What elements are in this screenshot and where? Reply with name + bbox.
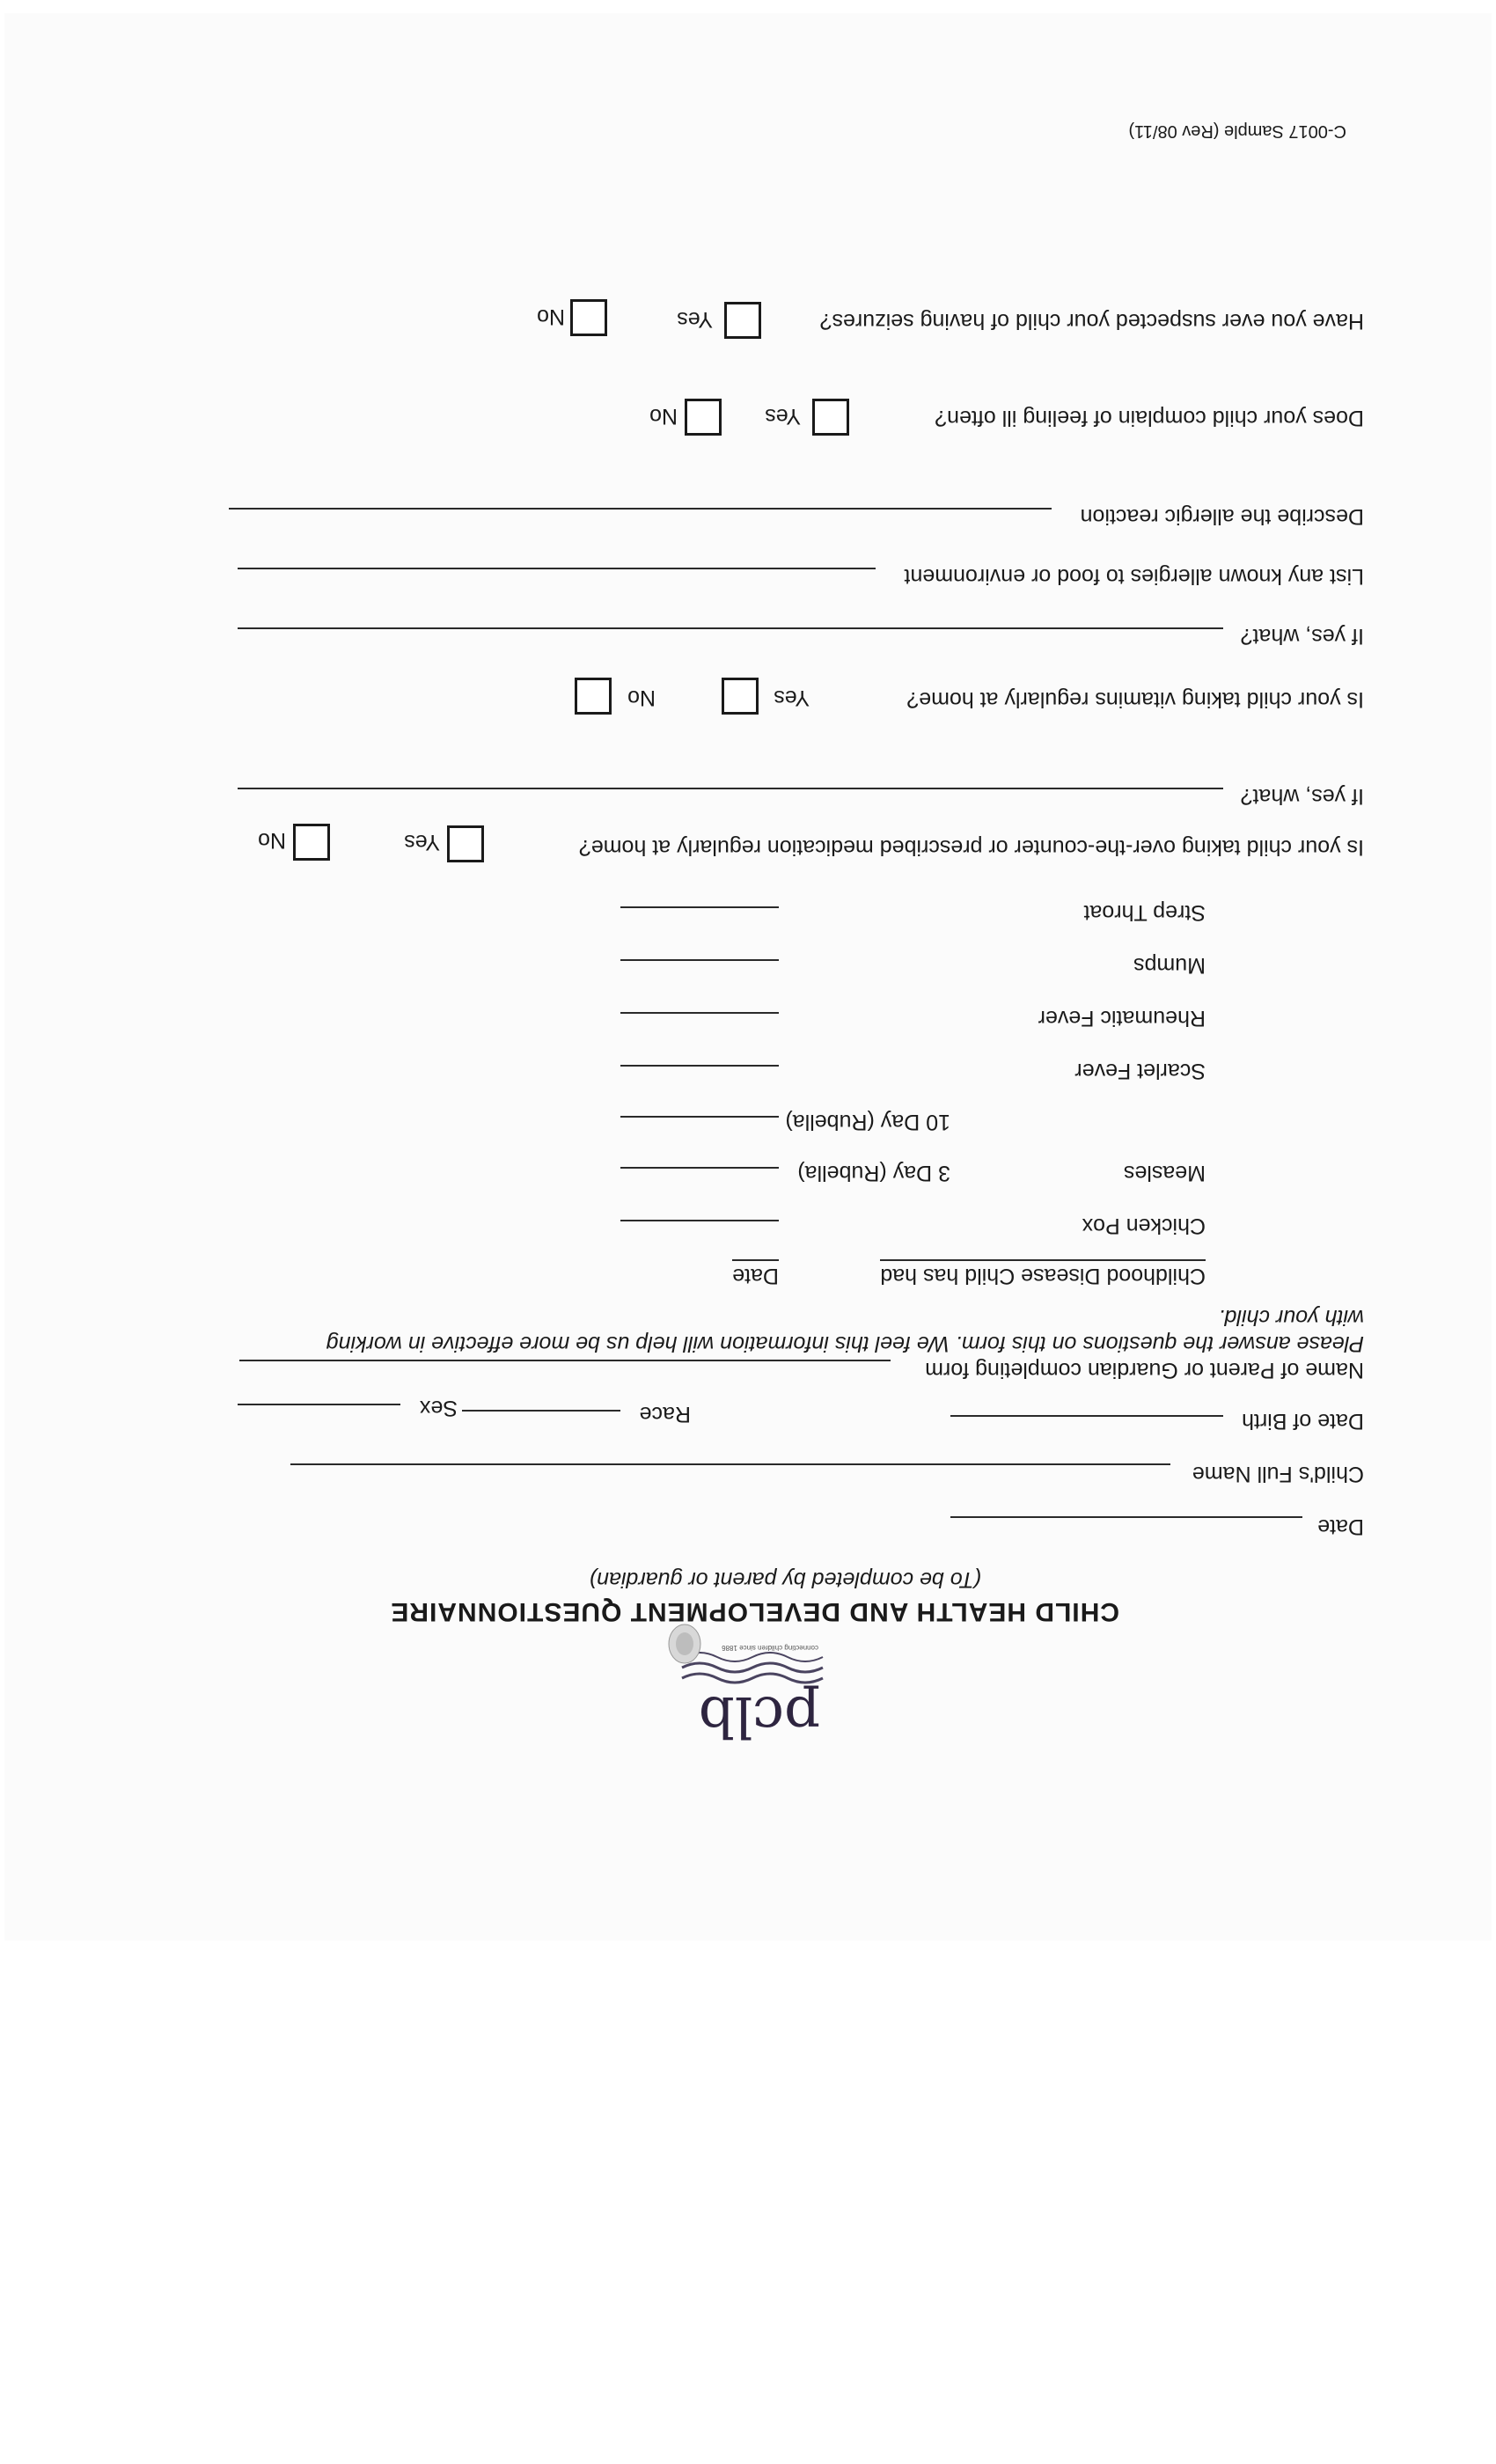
race-label: Race [639, 1402, 691, 1426]
date-label: Date [1317, 1514, 1364, 1539]
medication-yes-label: Yes [404, 830, 440, 854]
allergies-field[interactable] [238, 568, 876, 569]
disease-mumps: Mumps [1133, 953, 1206, 978]
disease-measles: Measles [1123, 1161, 1206, 1185]
disease-rheumatic-fever: Rheumatic Fever [1038, 1006, 1206, 1030]
sex-field[interactable] [238, 1404, 400, 1405]
form-subtitle: (To be completed by parent or guardian) [589, 1567, 981, 1592]
instructions-line-1: Please answer the questions on this form. We feel this information will help us be more effective in working [326, 1331, 1364, 1356]
form-title: CHILD HEALTH AND DEVELOPMENT QUESTIONNAIRE [390, 1597, 1119, 1626]
feeling-ill-no-checkbox[interactable] [685, 399, 722, 436]
measles-3-day-date-field[interactable] [620, 1167, 779, 1169]
feeling-ill-yes-label: Yes [765, 404, 801, 429]
logo-wordmark: pclb [698, 1683, 820, 1749]
allergies-question: List any known allergies to food or environment [904, 564, 1364, 589]
parent-name-field[interactable] [239, 1360, 891, 1361]
logo-tagline: connecting children since 1886 [722, 1644, 818, 1652]
race-field[interactable] [462, 1410, 620, 1412]
allergic-reaction-question: Describe the allergic reaction [1080, 504, 1364, 529]
child-name-field[interactable] [290, 1463, 1170, 1465]
seizures-yes-checkbox[interactable] [724, 302, 761, 339]
feeling-ill-question: Does your child complain of feeling ill often? [935, 406, 1364, 430]
date-column-header: Date [732, 1259, 779, 1289]
mumps-date-field[interactable] [620, 959, 779, 961]
medication-no-label: No [258, 828, 286, 853]
vitamins-question: Is your child taking vitamins regularly at home? [906, 687, 1364, 712]
strep-throat-date-field[interactable] [620, 906, 779, 908]
scarlet-fever-date-field[interactable] [620, 1065, 779, 1067]
seizures-no-label: No [537, 304, 565, 329]
disease-chicken-pox: Chicken Pox [1082, 1214, 1206, 1238]
child-name-label: Child's Full Name [1192, 1462, 1364, 1486]
disease-strep-throat: Strep Throat [1083, 900, 1206, 925]
vitamins-yes-label: Yes [774, 686, 810, 710]
medication-yes-checkbox[interactable] [447, 825, 484, 862]
seizures-no-checkbox[interactable] [570, 299, 607, 336]
disease-column-header: Childhood Disease Child has had [880, 1259, 1206, 1289]
vitamins-details-field[interactable] [238, 627, 1223, 629]
medication-no-checkbox[interactable] [293, 824, 330, 861]
date-field[interactable] [950, 1516, 1302, 1518]
vitamins-no-label: No [627, 686, 656, 710]
chicken-pox-date-field[interactable] [620, 1220, 779, 1221]
form-footer: C-0017 Sample (Rev 08/11) [1128, 121, 1346, 141]
medication-if-yes-label: If yes, what? [1240, 784, 1364, 809]
sex-label: Sex [419, 1396, 458, 1420]
feeling-ill-no-label: No [649, 404, 678, 429]
allergic-reaction-field[interactable] [229, 508, 1052, 510]
dob-field[interactable] [950, 1415, 1223, 1417]
measles-10-day: 10 Day (Rubella) [785, 1110, 950, 1134]
disease-scarlet-fever: Scarlet Fever [1074, 1059, 1206, 1083]
measles-10-day-date-field[interactable] [620, 1116, 779, 1118]
feeling-ill-yes-checkbox[interactable] [812, 399, 849, 436]
vitamins-if-yes-label: If yes, what? [1240, 624, 1364, 649]
instructions-line-2: with your child. [1218, 1305, 1364, 1330]
rheumatic-fever-date-field[interactable] [620, 1012, 779, 1014]
vitamins-yes-checkbox[interactable] [722, 678, 759, 715]
parent-name-label: Name of Parent or Guardian completing form [925, 1358, 1364, 1382]
vitamins-no-checkbox[interactable] [575, 678, 612, 715]
logo [669, 1632, 827, 1747]
seizures-yes-label: Yes [677, 307, 713, 332]
measles-3-day: 3 Day (Rubella) [797, 1161, 950, 1185]
seizures-question: Have you ever suspected your child of having seizures? [819, 309, 1364, 334]
logo-seal-icon [665, 1622, 704, 1666]
medication-details-field[interactable] [238, 788, 1223, 789]
medication-question: Is your child taking over-the-counter or prescribed medication regularly at home? [578, 835, 1364, 860]
dob-label: Date of Birth [1242, 1409, 1364, 1434]
